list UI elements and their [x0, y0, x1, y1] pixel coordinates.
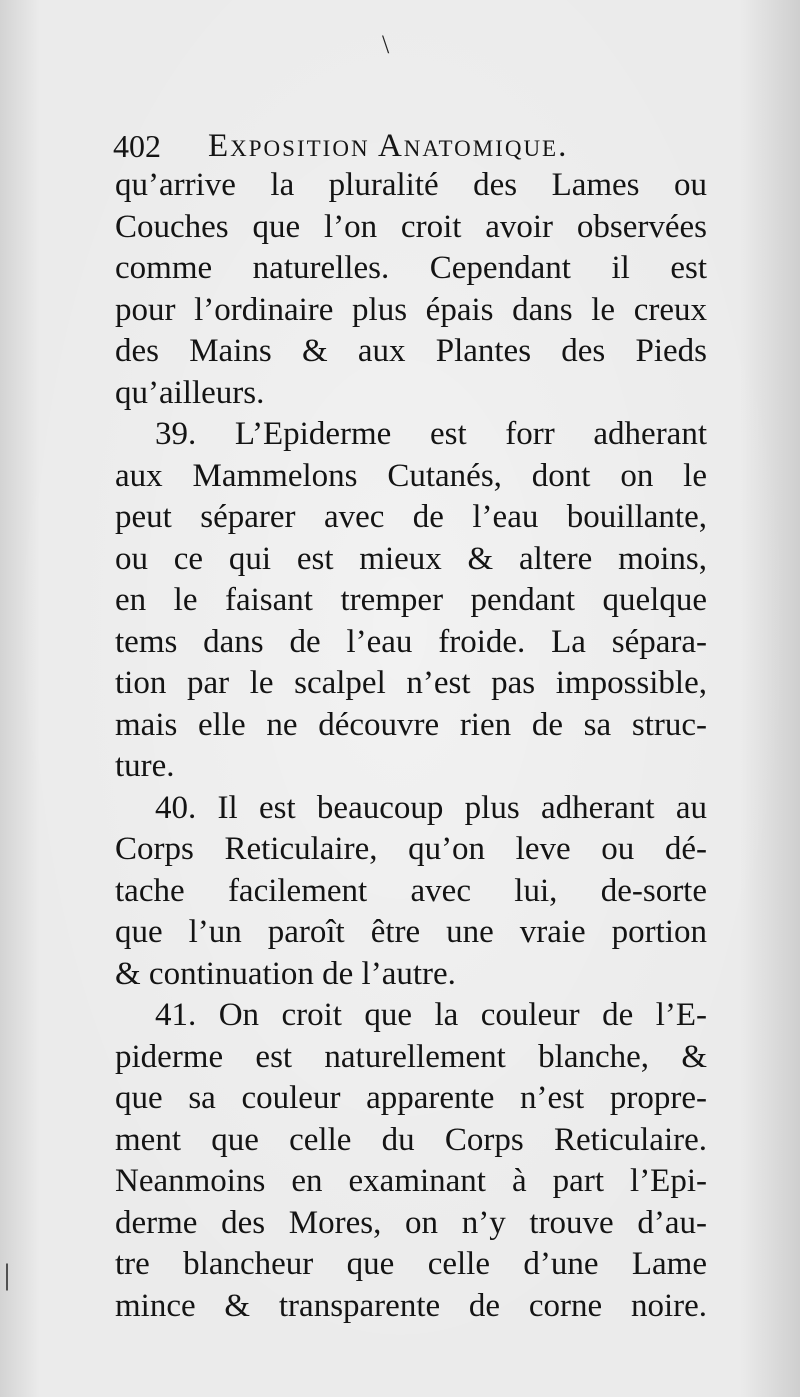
text-line: peut séparer avec de l’eau bouillante,	[115, 499, 707, 535]
text-line: comme naturelles. Cependant il est	[115, 250, 707, 286]
text-line: qu’arrive la pluralité des Lames ou	[115, 167, 707, 203]
text-line: Couches que l’on croit avoir observées	[115, 208, 707, 245]
page-header	[113, 124, 713, 168]
text-line: que sa couleur apparente n’est propre-	[115, 1080, 707, 1116]
text-line: mince & transparente de corne noire.	[115, 1287, 707, 1324]
left-edge-mark: |	[4, 1258, 11, 1291]
text-line: 39. L’Epiderme est forr adherant	[155, 416, 707, 452]
top-ink-mark: \	[382, 30, 390, 59]
text-line: tre blancheur que celle d’une Lame	[115, 1246, 707, 1282]
text-line: des Mains & aux Plantes des Pieds	[115, 333, 707, 369]
text-line: derme des Mores, on n’y trouve d’au-	[115, 1204, 707, 1241]
text-line: 40. Il est beaucoup plus adherant au	[155, 789, 707, 826]
text-line: que l’un paroît être une vraie portion	[115, 914, 707, 950]
text-line: ou ce qui est mieux & altere moins,	[115, 540, 707, 577]
text-line: pour l’ordinaire plus épais dans le creux	[115, 291, 707, 328]
body-text	[115, 165, 707, 1327]
text-line: Corps Reticulaire, qu’on leve ou dé-	[115, 831, 707, 867]
text-line: Neanmoins en examinant à part l’Epi-	[115, 1163, 707, 1199]
text-line: tion par le scalpel n’est pas impossible,	[115, 665, 707, 701]
text-line: piderme est naturellement blanche, &	[115, 1038, 707, 1075]
text-line: & continuation de l’autre.	[115, 955, 456, 992]
text-line: qu’ailleurs.	[115, 374, 265, 411]
text-line: ment que celle du Corps Reticulaire.	[115, 1121, 707, 1158]
text-line: tache facilement avec lui, de-sorte	[115, 872, 707, 909]
page-number: 402	[113, 128, 161, 164]
text-line: 41. On croit que la couleur de l’E-	[155, 997, 707, 1033]
text-line: mais elle ne découvre rien de sa struc-	[115, 706, 707, 743]
text-line: en le faisant tremper pendant quelque	[115, 582, 707, 618]
text-line: ture.	[115, 748, 175, 784]
text-line: tems dans de l’eau froide. La sépara-	[115, 623, 707, 660]
running-title: Exposition Anatomique.	[208, 128, 569, 164]
text-line: aux Mammelons Cutanés, dont on le	[115, 457, 707, 494]
